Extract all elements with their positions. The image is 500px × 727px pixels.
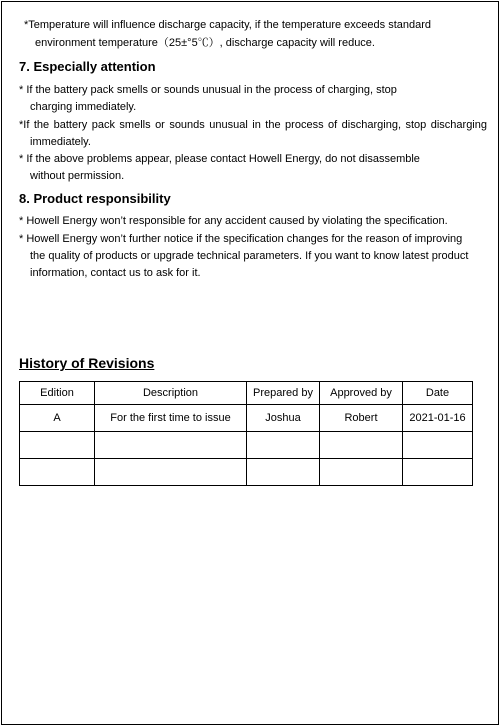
cell-date: 2021-01-16 (403, 405, 473, 432)
section-7-heading: 7. Especially attention (19, 59, 156, 74)
table-row (20, 432, 473, 459)
cell-edition (20, 459, 95, 486)
s7-item-2-line-1: *If the battery pack smells or sounds unusual in the process of discharging, stop discharging (19, 119, 487, 131)
cell-edition: A (20, 405, 95, 432)
cell-approved-by: Robert (320, 405, 403, 432)
revision-table-header (20, 382, 473, 405)
history-title: History of Revisions (19, 355, 155, 371)
cell-date (403, 459, 473, 486)
col-header-approved-by: Approved by (320, 382, 403, 405)
section-8-heading: 8. Product responsibility (19, 191, 171, 206)
col-header-prepared-by: Prepared by (247, 382, 320, 405)
document-page (1, 1, 499, 725)
cell-description: For the first time to issue (95, 405, 247, 432)
cell-description (95, 432, 247, 459)
s8-item-2-line-1: * Howell Energy won’t further notice if the specification changes for the reason of improving (19, 233, 463, 245)
col-header-edition: Edition (20, 382, 95, 405)
s7-item-2-line-2: immediately. (30, 136, 91, 148)
col-header-date: Date (403, 382, 473, 405)
s7-item-3-line-2: without permission. (30, 170, 125, 182)
cell-description (95, 459, 247, 486)
s8-item-2-line-2: the quality of products or upgrade technical parameters. If you want to know latest product (30, 250, 469, 262)
s8-item-2-line-3: information, contact us to ask for it. (30, 267, 201, 279)
cell-prepared-by (247, 459, 320, 486)
s7-item-3-line-1: * If the above problems appear, please contact Howell Energy, do not disassemble (19, 153, 420, 165)
table-row (20, 459, 473, 486)
cell-approved-by (320, 432, 403, 459)
cell-prepared-by: Joshua (247, 405, 320, 432)
cell-date (403, 432, 473, 459)
table-row (20, 405, 473, 432)
s8-item-1-line-1: * Howell Energy won’t responsible for any accident caused by violating the specification. (19, 215, 448, 227)
cell-approved-by (320, 459, 403, 486)
s7-item-1-line-2: charging immediately. (30, 101, 137, 113)
s7-item-1-line-1: * If the battery pack smells or sounds unusual in the process of charging, stop (19, 84, 397, 96)
revision-table (19, 381, 473, 486)
col-header-description: Description (95, 382, 247, 405)
intro-line-2: environment temperature（25±°5℃）, discharge capacity will reduce. (35, 37, 375, 49)
intro-line-1: *Temperature will influence discharge capacity, if the temperature exceeds standard (24, 19, 432, 31)
cell-prepared-by (247, 432, 320, 459)
cell-edition (20, 432, 95, 459)
